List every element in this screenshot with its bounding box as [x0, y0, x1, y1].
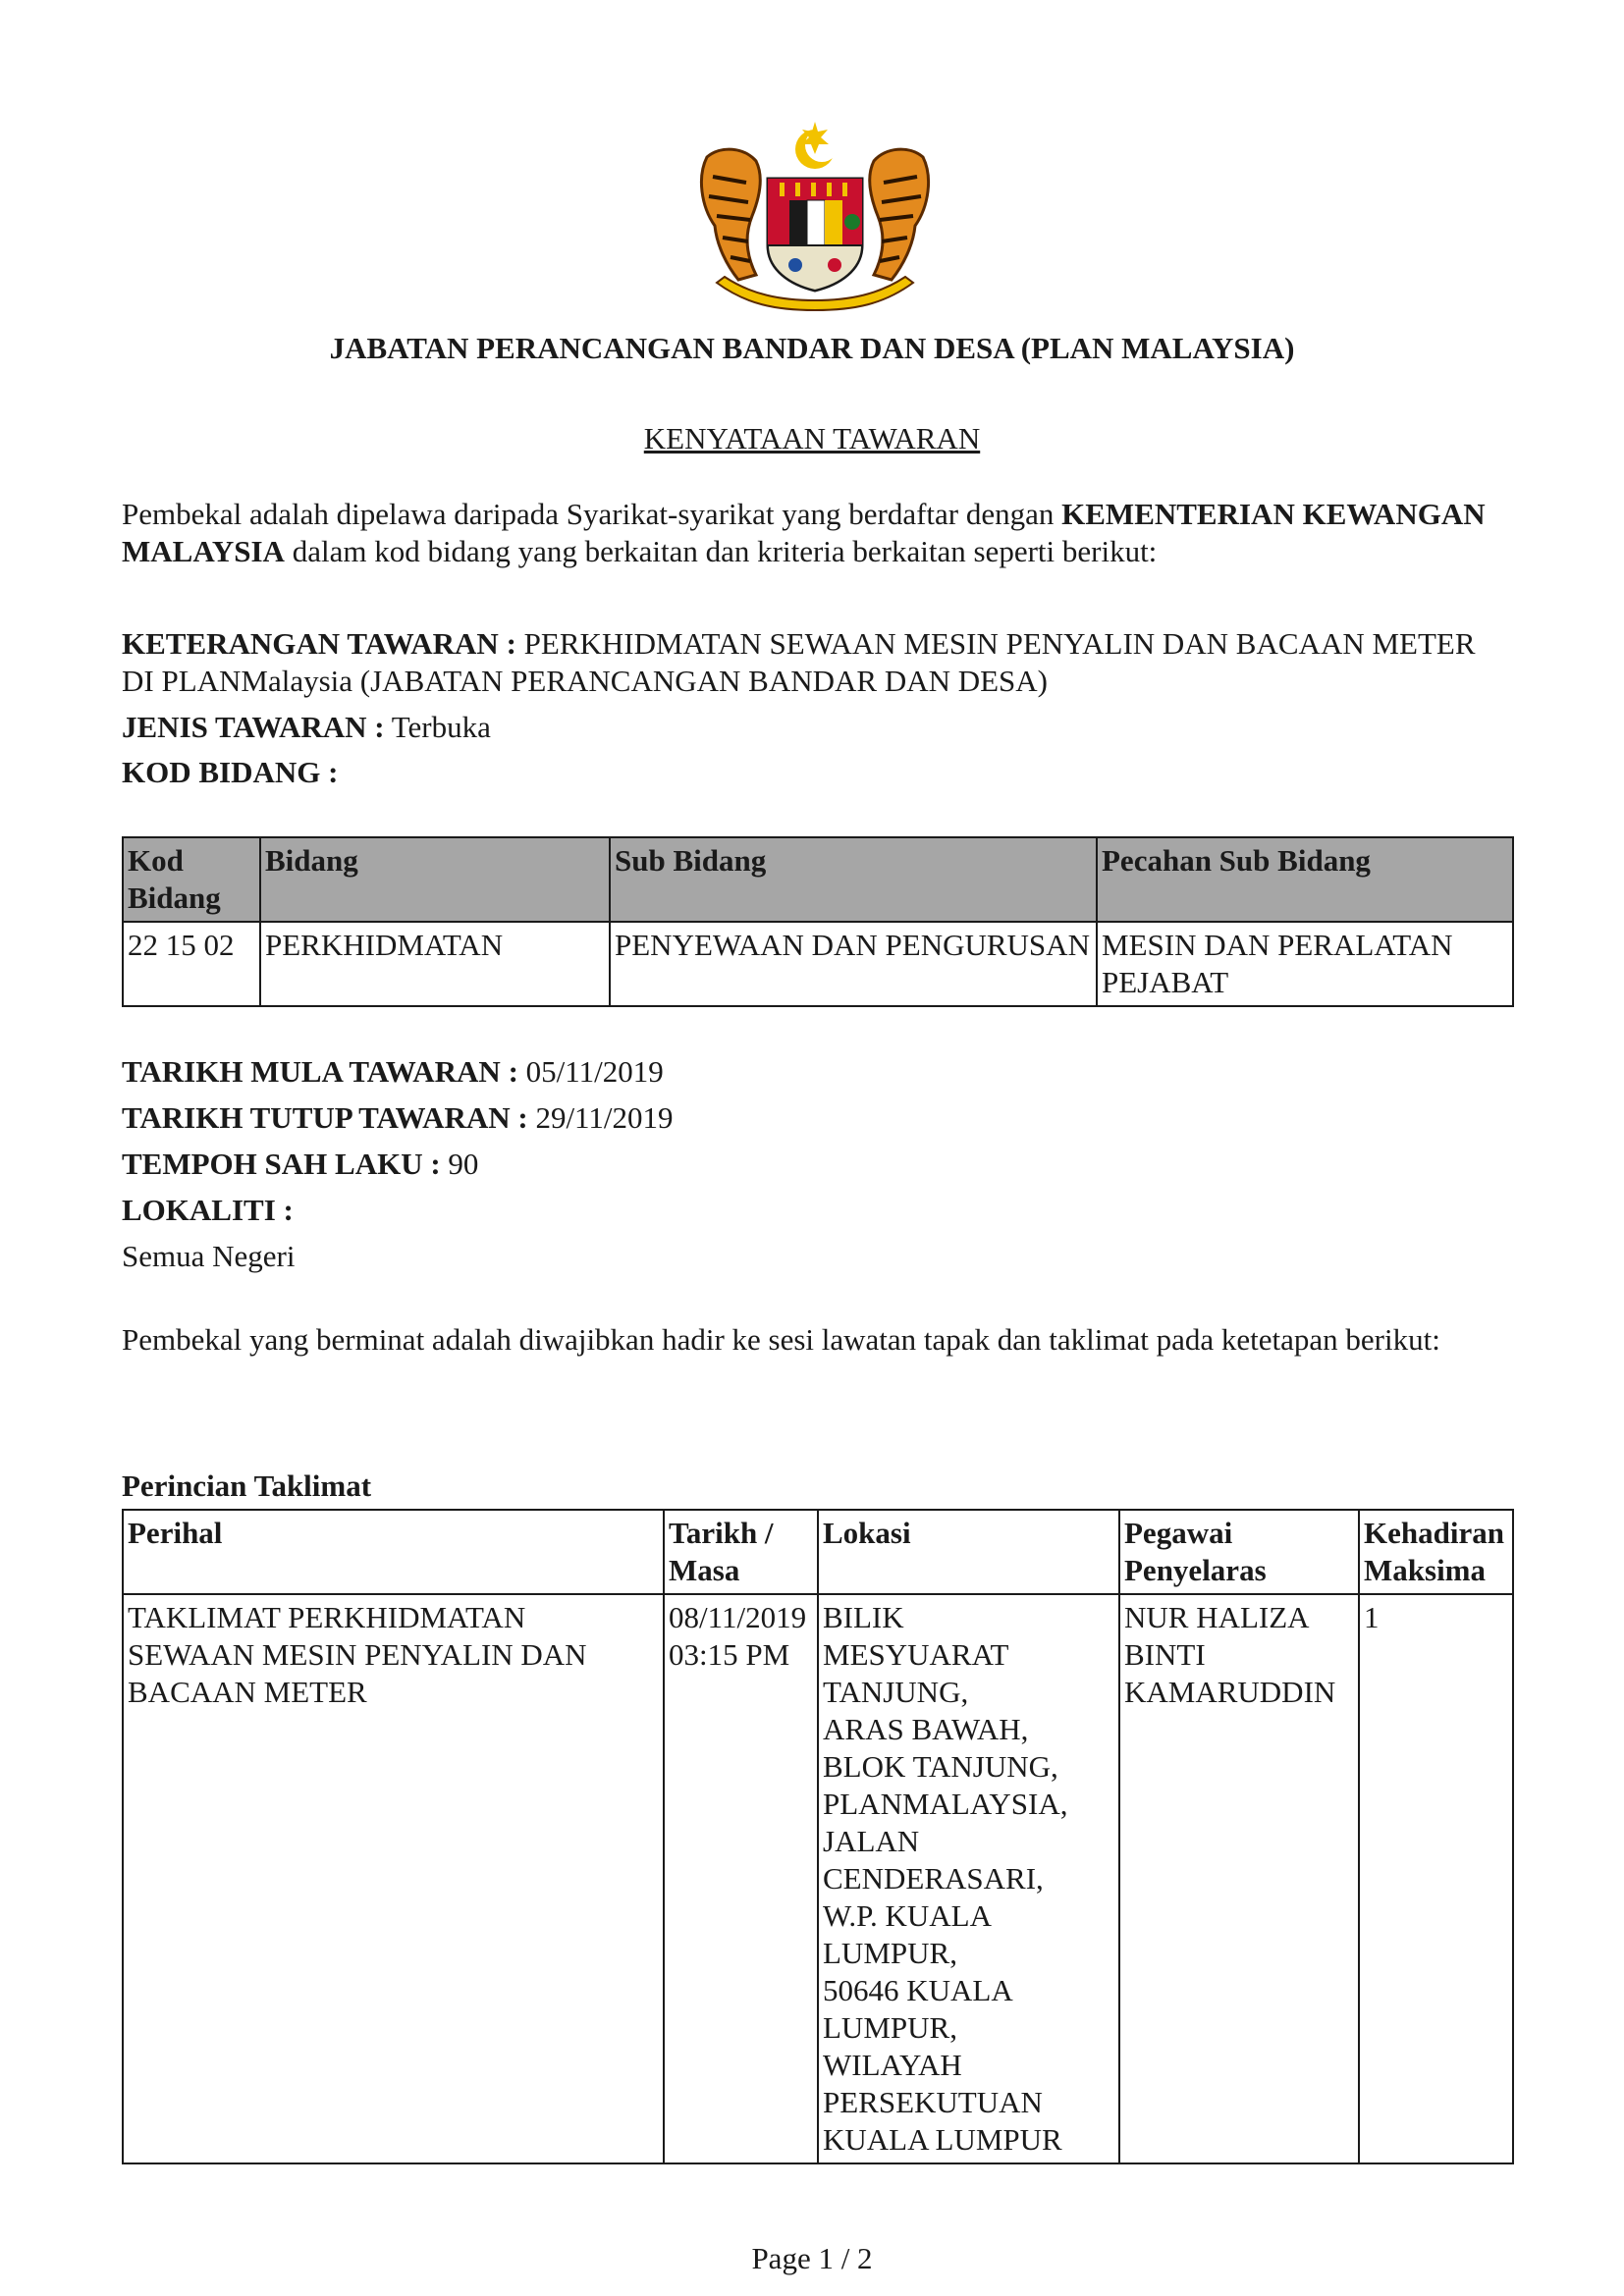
- column-header: Bidang: [260, 837, 610, 922]
- tempoh-sah-laku: TEMPOH SAH LAKU : 90: [122, 1147, 479, 1181]
- keterangan-tawaran: KETERANGAN TAWARAN : PERKHIDMATAN SEWAAN MESIN PENYALIN DAN BACAAN METER DI PLANMalaysia (JABATAN PERANCANGAN BANDAR DAN DESA): [122, 626, 1476, 698]
- kod-bidang-table: [122, 836, 1514, 1007]
- table-cell: PERKHIDMATAN: [260, 922, 610, 1006]
- taklimat-heading: Perincian Taklimat: [122, 1468, 372, 1503]
- table-header-row: [123, 837, 1513, 922]
- lokasi-line: WILAYAH: [823, 2048, 962, 2082]
- page-number: Page 1 / 2: [751, 2241, 873, 2275]
- column-header: Pecahan Sub Bidang: [1097, 837, 1513, 922]
- column-header: Kehadiran Maksima: [1359, 1510, 1513, 1594]
- column-header: Lokasi: [818, 1510, 1119, 1594]
- document-title: KENYATAAN TAWARAN: [643, 421, 981, 455]
- lokasi-line: BILIK: [823, 1600, 904, 1634]
- lokasi-line: JALAN: [823, 1824, 920, 1858]
- lokaliti-label: LOKALITI :: [122, 1193, 294, 1227]
- organization-title: JABATAN PERANCANGAN BANDAR DAN DESA (PLAN MALAYSIA): [329, 331, 1295, 365]
- masa-value: 03:15 PM: [669, 1637, 790, 1672]
- notice-paragraph: Pembekal yang berminat adalah diwajibkan hadir ke sesi lawatan tapak dan taklimat pada ketetapan berikut:: [122, 1322, 1440, 1357]
- coat-of-arms-emblem: [687, 118, 943, 314]
- lokasi-cell: [818, 1594, 1119, 2163]
- jenis-tawaran: JENIS TAWARAN : Terbuka: [122, 710, 491, 744]
- lokaliti-value: Semua Negeri: [122, 1239, 296, 1273]
- lokasi-line: BLOK TANJUNG,: [823, 1749, 1058, 1784]
- taklimat-table: [122, 1509, 1514, 2164]
- lokasi-line: PERSEKUTUAN: [823, 2085, 1043, 2119]
- table-cell: 22 15 02: [123, 922, 260, 1006]
- lokasi-line: TANJUNG,: [823, 1675, 969, 1709]
- column-header: Kod Bidang: [123, 837, 260, 922]
- tarikh-masa-cell: [664, 1594, 818, 2163]
- tarikh-tutup-tawaran: TARIKH TUTUP TAWARAN : 29/11/2019: [122, 1100, 674, 1135]
- lokasi-line: W.P. KUALA: [823, 1898, 992, 1933]
- lokasi-line: LUMPUR,: [823, 2010, 957, 2045]
- table-header-row: [123, 1510, 1513, 1594]
- column-header: Pegawai Penyelaras: [1119, 1510, 1359, 1594]
- column-header: Tarikh / Masa: [664, 1510, 818, 1594]
- column-header: Perihal: [123, 1510, 664, 1594]
- table-cell: MESIN DAN PERALATAN PEJABAT: [1097, 922, 1513, 1006]
- lokasi-line: KUALA LUMPUR: [823, 2122, 1062, 2157]
- perihal-cell: TAKLIMAT PERKHIDMATAN SEWAAN MESIN PENYALIN DAN BACAAN METER: [123, 1594, 664, 2163]
- lokasi-line: 50646 KUALA: [823, 1973, 1013, 2007]
- tarikh-value: 08/11/2019: [669, 1600, 807, 1634]
- kehadiran-cell: 1: [1359, 1594, 1513, 2163]
- pegawai-cell: NUR HALIZA BINTI KAMARUDDIN: [1119, 1594, 1359, 2163]
- table-row: [123, 1594, 1513, 2163]
- tarikh-mula-tawaran: TARIKH MULA TAWARAN : 05/11/2019: [122, 1054, 664, 1089]
- column-header: Sub Bidang: [610, 837, 1097, 922]
- lokasi-line: PLANMALAYSIA,: [823, 1787, 1068, 1821]
- table-row: [123, 922, 1513, 1006]
- table-cell: PENYEWAAN DAN PENGURUSAN: [610, 922, 1097, 1006]
- lokasi-line: ARAS BAWAH,: [823, 1712, 1029, 1746]
- lokasi-line: MESYUARAT: [823, 1637, 1009, 1672]
- intro-paragraph: Pembekal adalah dipelawa daripada Syarikat-syarikat yang berdaftar dengan KEMENTERIAN KEWANGAN MALAYSIA dalam kod bidang yang berkaitan dan kriteria berkaitan seperti berikut:: [122, 497, 1486, 568]
- lokasi-line: CENDERASARI,: [823, 1861, 1044, 1896]
- kod-bidang-label: KOD BIDANG :: [122, 755, 339, 789]
- lokasi-line: LUMPUR,: [823, 1936, 957, 1970]
